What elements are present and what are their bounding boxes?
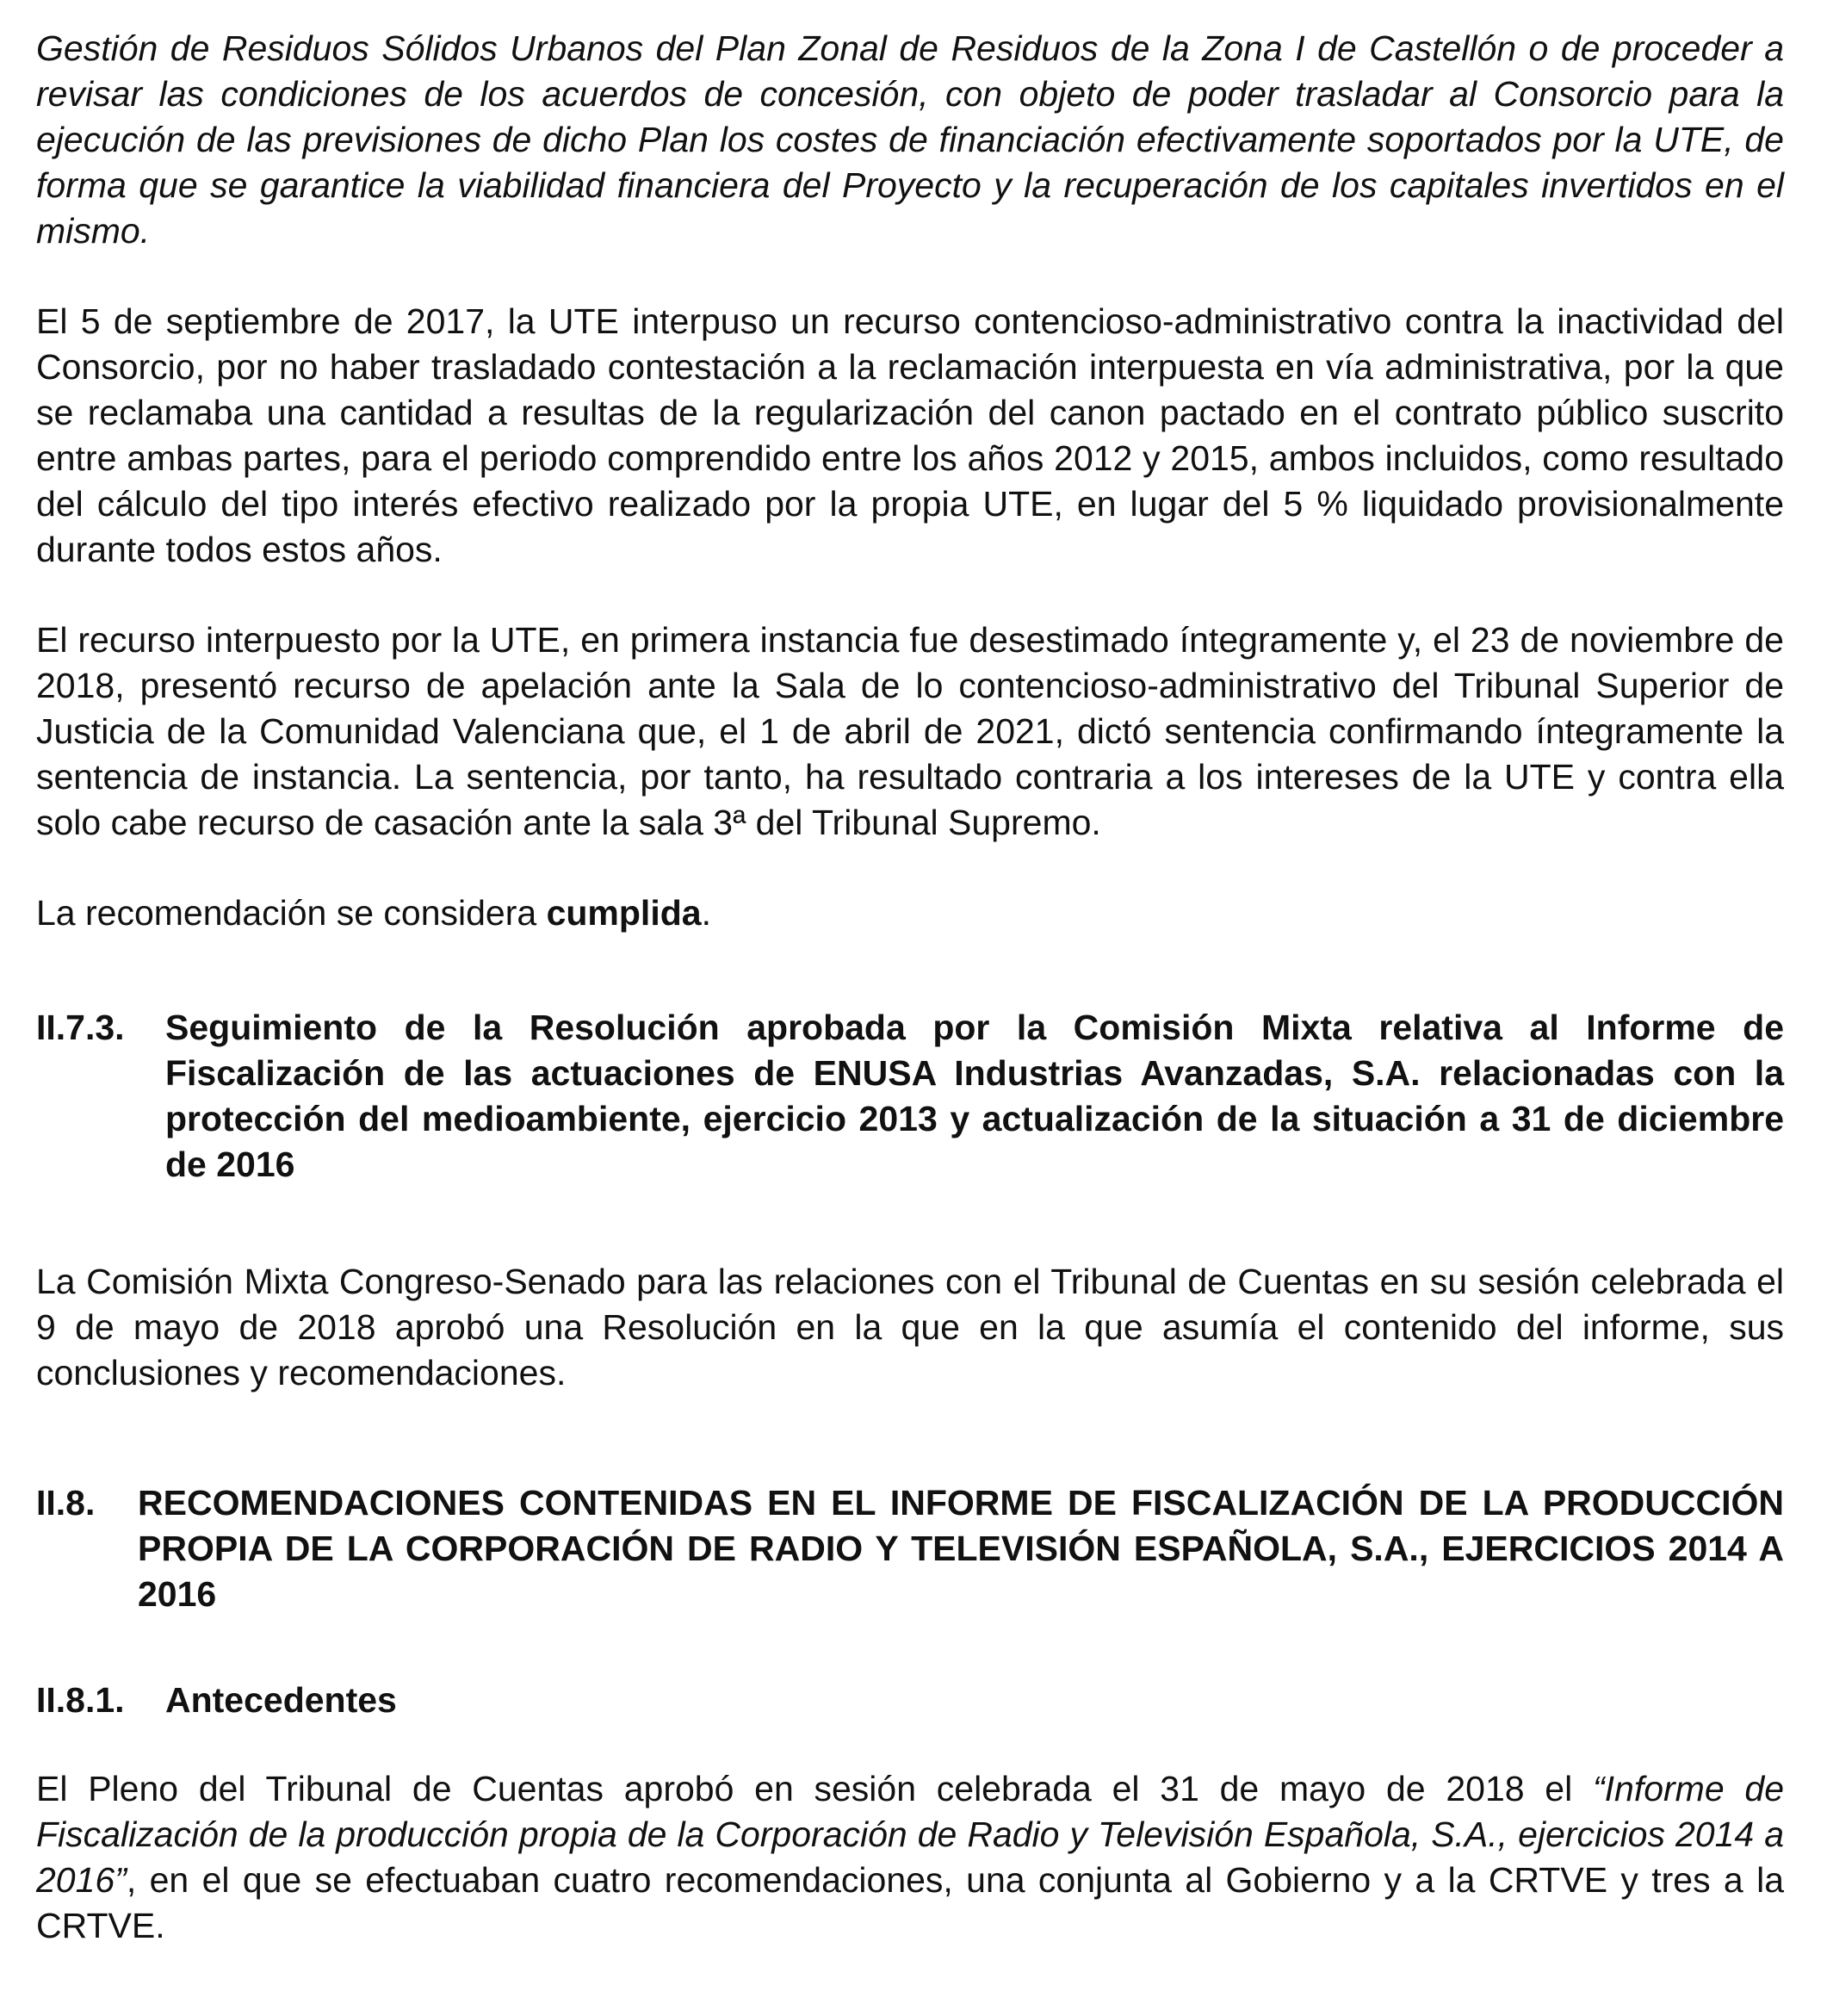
- pleno-suffix: , en el que se efectuaban cuatro recomendaciones, una conjunta al Gobierno y a la CRTVE y tres a la CRTVE.: [36, 1860, 1784, 1945]
- status-cumplida: cumplida: [546, 893, 702, 933]
- section-heading-ii-8-1: [36, 1678, 1784, 1723]
- section-number: II.7.3.: [36, 1008, 125, 1047]
- document-page: [36, 26, 1784, 1949]
- section-title: Seguimiento de la Resolución aprobada por la Comisión Mixta relativa al Informe de Fiscalización de las actuaciones de ENUSA Industrias Avanzadas, S.A. relacionadas con la protección del medioambiente, ejercicio 2013 y actualización de la situación a 31 de diciembre de 2016: [165, 1008, 1784, 1184]
- paragraph-recurso-contencioso: El 5 de septiembre de 2017, la UTE interpuso un recurso contencioso-administrativo contra la inactividad del Consorcio, por no haber trasladado contestación a la reclamación interpuesta en vía administrativa, por la que se reclamaba una cantidad a resultas de la regularización del canon pactado en el contrato público suscrito entre ambas partes, para el periodo comprendido entre los años 2012 y 2015, ambos incluidos, como resultado del cálculo del tipo interés efectivo realizado por la propia UTE, en lugar del 5 % liquidado provisionalmente durante todos estos años.: [36, 301, 1784, 569]
- section-title: RECOMENDACIONES CONTENIDAS EN EL INFORME DE FISCALIZACIÓN DE LA PRODUCCIÓN PROPIA DE LA CORPORACIÓN DE RADIO Y TELEVISIÓN ESPAÑOLA, S.A., EJERCICIOS 2014 A 2016: [138, 1483, 1784, 1614]
- section-number: II.8.: [36, 1483, 96, 1523]
- paragraph-recurso-apelacion: El recurso interpuesto por la UTE, en primera instancia fue desestimado íntegramente y, el 23 de noviembre de 2018, presentó recurso de apelación ante la Sala de lo contencioso-administrativo del Tribunal Superior de Justicia de la Comunidad Valenciana que, el 1 de abril de 2021, dictó sentencia confirmando íntegramente la sentencia de instancia. La sentencia, por tanto, ha resultado contraria a los intereses de la UTE y contra ella solo cabe recurso de casación ante la sala 3ª del Tribunal Supremo.: [36, 620, 1784, 842]
- paragraph-plan-zonal: Gestión de Residuos Sólidos Urbanos del Plan Zonal de Residuos de la Zona I de Castellón o de proceder a revisar las condiciones de los acuerdos de concesión, con objeto de poder trasladar al Consorcio para la ejecución de las previsiones de dicho Plan los costes de financiación efectivamente soportados por la UTE, de forma que se garantice la viabilidad financiera del Proyecto y la recuperación de los capitales invertidos en el mismo.: [36, 28, 1784, 251]
- paragraph-comision-mixta: La Comisión Mixta Congreso-Senado para las relaciones con el Tribunal de Cuentas en su sesión celebrada el 9 de mayo de 2018 aprobó una Resolución en la que en la que asumía el contenido del informe, sus conclusiones y recomendaciones.: [36, 1262, 1784, 1393]
- pleno-prefix: El Pleno del Tribunal de Cuentas aprobó en sesión celebrada el 31 de mayo de 2018 el: [36, 1769, 1593, 1808]
- section-title: Antecedentes: [165, 1680, 397, 1720]
- section-heading-ii-8: [36, 1480, 1784, 1617]
- paragraph-pleno-tribunal: [36, 1766, 1784, 1949]
- paragraph-recomendacion-cumplida: [36, 890, 1784, 936]
- recomendacion-prefix: La recomendación se considera: [36, 893, 547, 933]
- section-heading-ii-7-3: [36, 1005, 1784, 1188]
- recomendacion-suffix: .: [701, 893, 711, 933]
- report-title: “Informe de Fiscalización de la producción propia de la Corporación de Radio y Televisión Española, S.A., ejercicios 2014 a 2016”: [36, 1769, 1784, 1900]
- section-number: II.8.1.: [36, 1680, 125, 1720]
